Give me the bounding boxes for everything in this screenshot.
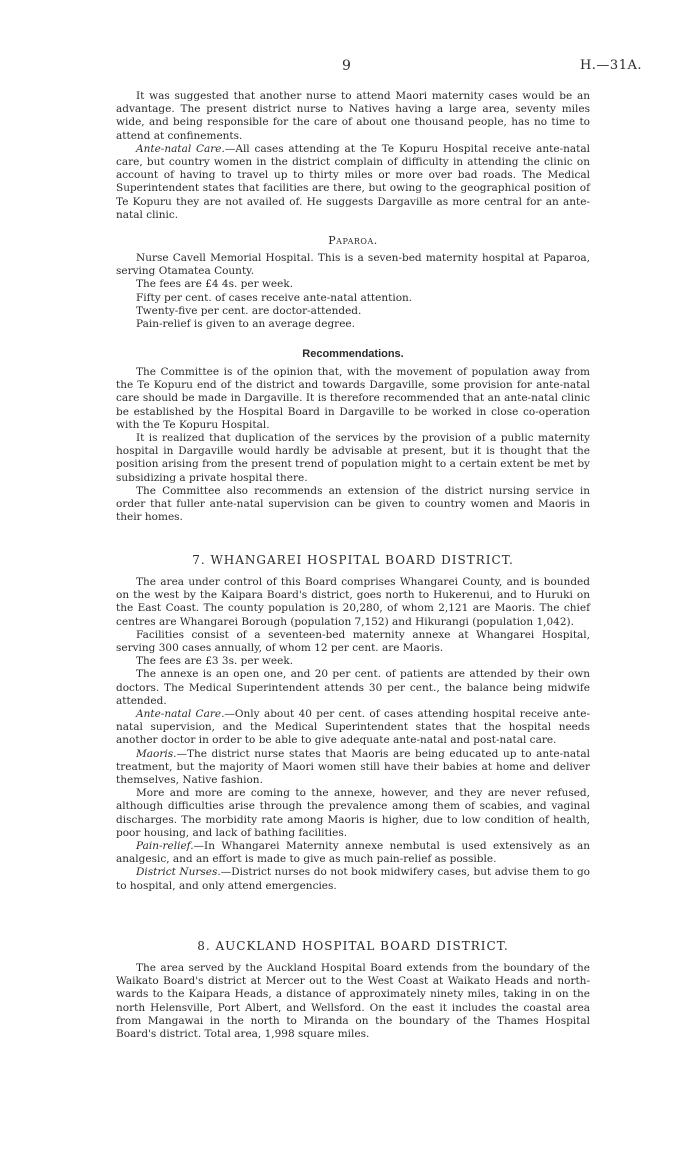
maoris-label: Maoris. [136, 747, 177, 760]
antenatal-paragraph [116, 708, 590, 748]
pain-relief-text: —In Whangarei Maternity annexe nembutal is used extensively as an analgesic, and an effort is made to give as much pain-relief as possible. [116, 840, 590, 866]
district-nurses-label: District Nurses. [136, 866, 221, 879]
intro-section [116, 90, 590, 222]
page-number: 9 [342, 58, 351, 74]
paragraph: More and more are coming to the annexe, however, and they are never refused, although difficulties arise through the prevalence among them of scabies, and vaginal discharges. The morbidity rate among Maoris is higher, due to low condition of health, poor housing, and lack of bathing facilities. [116, 787, 590, 839]
district-nurses-text: —District nurses do not book midwifery cases, but advise them to go to hospital, and only attend emergencies. [116, 866, 590, 892]
paragraph: The Committee also recommends an extension of the district nursing service in order that fuller ante-natal supervision can be given to country women and Maoris in their homes. [116, 484, 590, 524]
paragraph: Facilities consist of a seventeen-bed maternity annexe at Whangarei Hospital, serving 300 cases annually, of whom 12 per cent. are Maoris. [116, 628, 590, 655]
pain-relief-label: Pain-relief. [136, 840, 194, 853]
fact-line: Fifty per cent. of cases receive ante-natal attention. [136, 291, 413, 304]
section-heading: Recommendations. [302, 348, 404, 360]
paragraph: The annexe is an open one, and 20 per cent. of patients are attended by their own doctors. The Medical Superintendent attends 30 per cent., the balance being midwife attended. [116, 668, 590, 707]
antenatal-label: Ante-natal Care. [136, 142, 225, 155]
recommendations-section [116, 348, 590, 361]
antenatal-text: —All cases attending at the Te Kopuru Hospital receive ante-natal care, but country women in the district complain of difficulty in attending the clinic on account of having to travel up to thirty miles or more over bad roads. The Medical Superintendent states that facilities are there, but owing to the geographical position of Te Kopuru they are not availed of. He suggests Dargaville as more central for an ante-natal clinic. [116, 142, 590, 221]
paragraph: The area under control of this Board comprises Whangarei County, and is bounded on the west by the Kaipara Board's district, goes north to Hukerenui, and to Huruki on the East Coast. The county population is 20,280, of whom 2,121 are Maoris. The chief centres are Whangarei Borough (population 7,152) and Hikurangi (population 1,042). [116, 576, 590, 628]
maoris-text: —The district nurse states that Maoris are being educated up to ante-natal treatment, but the majority of Maori women still have their babies at home and deliver themselves, Native fashion. [116, 747, 590, 787]
paragraph: The area served by the Auckland Hospital Board extends from the boundary of the Waikato Board's district at Mercer out to the West Coast at Waikato Heads and north-wards to the Kaipara Heads, a distance of approximately ninety miles, taking in on the north Helensville, Port Albert, and Wellsford. On the east it includes the coastal area from Mangawai in the north to Miranda on the boundary of the Thames Hospital Board's district. Total area, 1,998 square miles. [116, 962, 590, 1041]
paragraph: It is realized that duplication of the services by the provision of a public maternity hospital in Dargaville would hardly be advisable at present, but it is thought that the position arising from the present trend of population might to a certain extent be met by subsidizing a private hospital there. [116, 432, 590, 484]
paragraph: The fees are £3 3s. per week. [136, 655, 294, 668]
section-heading: 7. WHANGAREI HOSPITAL BOARD DISTRICT. [192, 553, 514, 567]
district-nurses-paragraph [116, 866, 590, 892]
fact-line: Nurse Cavell Memorial Hospital. This is a seven-bed maternity hospital at Paparoa, serving Otamatea County. [116, 252, 590, 278]
auckland-body [116, 962, 590, 1041]
fact-line: Twenty-five per cent. are doctor-attended. [136, 304, 362, 317]
whangarei-body [116, 576, 590, 893]
antenatal-paragraph [116, 143, 590, 222]
antenatal-label: Ante-natal Care. [136, 708, 225, 721]
paparoa-facts [116, 252, 590, 331]
fact-line: The fees are £4 4s. per week. [136, 278, 294, 291]
recommendations-body [116, 366, 590, 524]
paragraph: The Committee is of the opinion that, with the movement of population away from the Te Kopuru end of the district and towards Dargaville, some provision for ante-natal care should be made in Dargaville. It is therefore recommended that an ante-natal clinic be established by the Hospital Board in Dargaville to be worked in close co-operation with the Te Kopuru Hospital. [116, 366, 590, 431]
auckland-section [116, 940, 590, 953]
maoris-paragraph [116, 748, 590, 788]
page-header [0, 58, 700, 78]
paragraph: It was suggested that another nurse to attend Maori maternity cases would be an advantage. The present district nurse to Natives having a large area, seventy miles wide, and being responsible for the care of about one thousand people, has no time to attend at confinements. [116, 90, 590, 142]
pain-relief-paragraph [116, 840, 590, 866]
document-reference: H.—31A. [579, 58, 642, 73]
antenatal-text: —Only about 40 per cent. of cases attending hospital receive ante-natal supervision, and the Medical Superintendent states that the hospital needs another doctor in order to be able to give adequate ante-natal and post-natal care. [116, 708, 591, 747]
fact-line: Pain-relief is given to an average degree. [136, 318, 355, 331]
whangarei-section [116, 554, 590, 567]
section-heading: Paparoa. [328, 234, 378, 247]
section-heading: 8. AUCKLAND HOSPITAL BOARD DISTRICT. [197, 939, 509, 953]
paparoa-section [116, 234, 590, 247]
